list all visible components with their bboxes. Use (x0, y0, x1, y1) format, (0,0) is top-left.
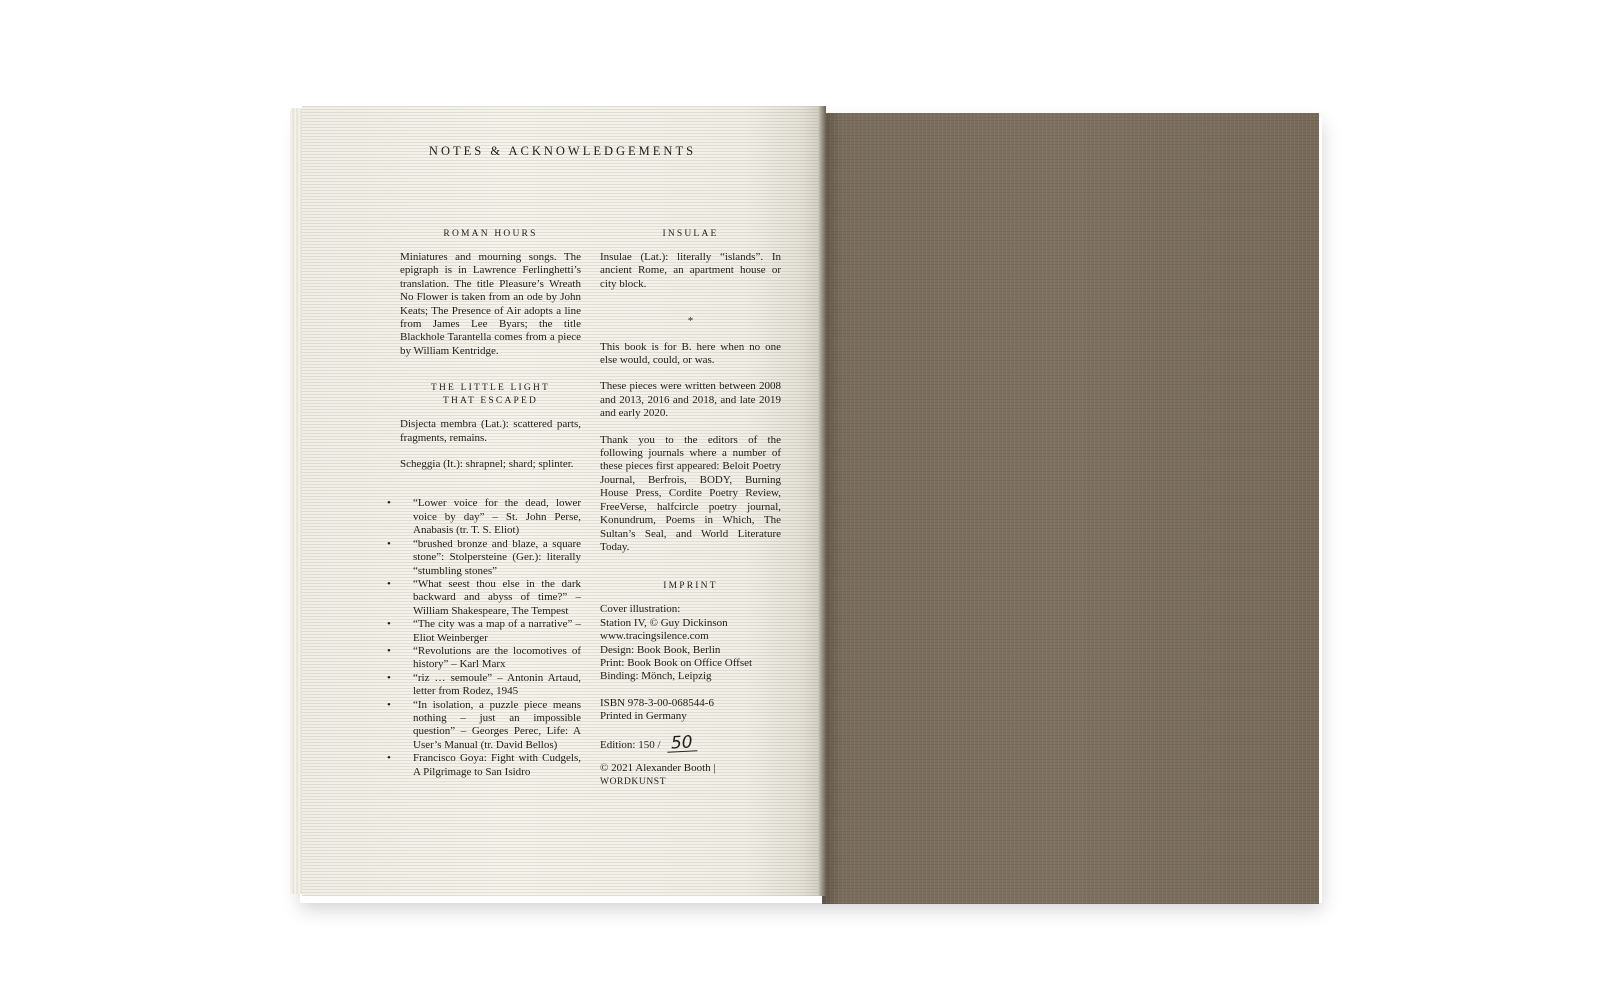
imprint-line: Print: Book Book on Office Offset (600, 656, 753, 669)
thanks-text: Thank you to the editors of the following journals where a number of these pieces first appeared: Beloit Poetry Journal, Berfrois, BODY, Burning House Press, Cordite Poetry Review, FreeVerse, halfcircle poetry journal, Konundrum, Poems in Which, The Sultan’s Seal, and World Literature Today. (600, 433, 781, 553)
heading-little-light-line2: THAT ESCAPED (442, 396, 539, 407)
handwritten-edition-number: 50 (667, 735, 697, 753)
imprint-line: Cover illustration: (600, 603, 681, 616)
dedication-text: This book is for B. here when no one else would, could, or was. (600, 340, 781, 367)
disjecta-text: Disjecta membra (Lat.): scattered parts, fragments, remains. (400, 418, 581, 444)
list-item: • “Revolutions are the locomotives of history” – Karl Marx (400, 645, 581, 672)
section-divider: * (687, 315, 694, 328)
heading-roman-hours: ROMAN HOURS (443, 229, 538, 239)
heading-little-light-line1: THE LITTLE LIGHT (430, 383, 551, 394)
right-column (600, 228, 781, 790)
isbn: ISBN 978-3-00-068544-6 (600, 696, 714, 709)
left-column (400, 228, 581, 779)
imprint-line: www.tracingsilence.com (600, 630, 709, 643)
roman-hours-text: Miniatures and mourning songs. The epigraph is in Lawrence Ferlinghetti’s translation. The title Pleasure’s Wreath No Flower is taken from an ode by John Keats; The Presence of Air adopts a line from James Lee Byars; the title Blackhole Tarantella comes from a piece by William Kentridge. (400, 251, 581, 357)
imprint-line: Binding: Mönch, Leipzig (600, 670, 712, 683)
copyright-line: © 2021 Alexander Booth | WORDKUNST (600, 761, 716, 788)
imprint-line: Design: Book Book, Berlin (600, 643, 721, 656)
edition-label: Edition: 150 / (600, 738, 661, 751)
notes-list (400, 497, 581, 779)
imprint-line: Station IV, © Guy Dickinson (600, 616, 728, 629)
list-item: • “riz … semoule” – Antonin Artaud, letter from Rodez, 1945 (400, 672, 581, 699)
edition-line (600, 732, 781, 754)
heading-little-light (400, 382, 581, 408)
publisher: WORDKUNST (600, 777, 667, 788)
heading-imprint: IMPRINT (663, 581, 718, 592)
spine (818, 106, 826, 896)
insulae-text: Insulae (Lat.): literally “islands”. In ancient Rome, an apartment house or city block. (600, 251, 781, 290)
copyright: © 2021 Alexander Booth (600, 761, 711, 774)
list-item: • “Lower voice for the dead, lower voice by day” – St. John Perse, Anabasis (tr. T. S. Eliot) (400, 497, 581, 537)
back-cover (822, 113, 1319, 904)
list-item: • “In isolation, a puzzle piece means nothing – just an impossible question” – Georges Perec, Life: A User’s Manual (tr. David Bellos) (400, 699, 581, 753)
list-item: • “What seest thou else in the dark backward and abyss of time?” – William Shakespeare, The Tempest (400, 578, 581, 618)
dates-text: These pieces were written between 2008 and 2013, 2016 and 2018, and late 2019 and early 2020. (600, 380, 781, 420)
list-item: • Francisco Goya: Fight with Cudgels, A Pilgrimage to San Isidro (400, 752, 581, 779)
list-item: • “The city was a map of a narrative” – Eliot Weinberger (400, 618, 581, 645)
printed-in: Printed in Germany (600, 710, 687, 723)
scheggia-text: Scheggia (It.): shrapnel; shard; splinter. (400, 458, 574, 471)
page-title: NOTES & ACKNOWLEDGEMENTS (428, 144, 697, 158)
heading-insulae: INSULAE (662, 229, 719, 239)
list-item: • “brushed bronze and blaze, a square stone”: Stolpersteine (Ger.): literally “stumbling stones” (400, 538, 581, 578)
